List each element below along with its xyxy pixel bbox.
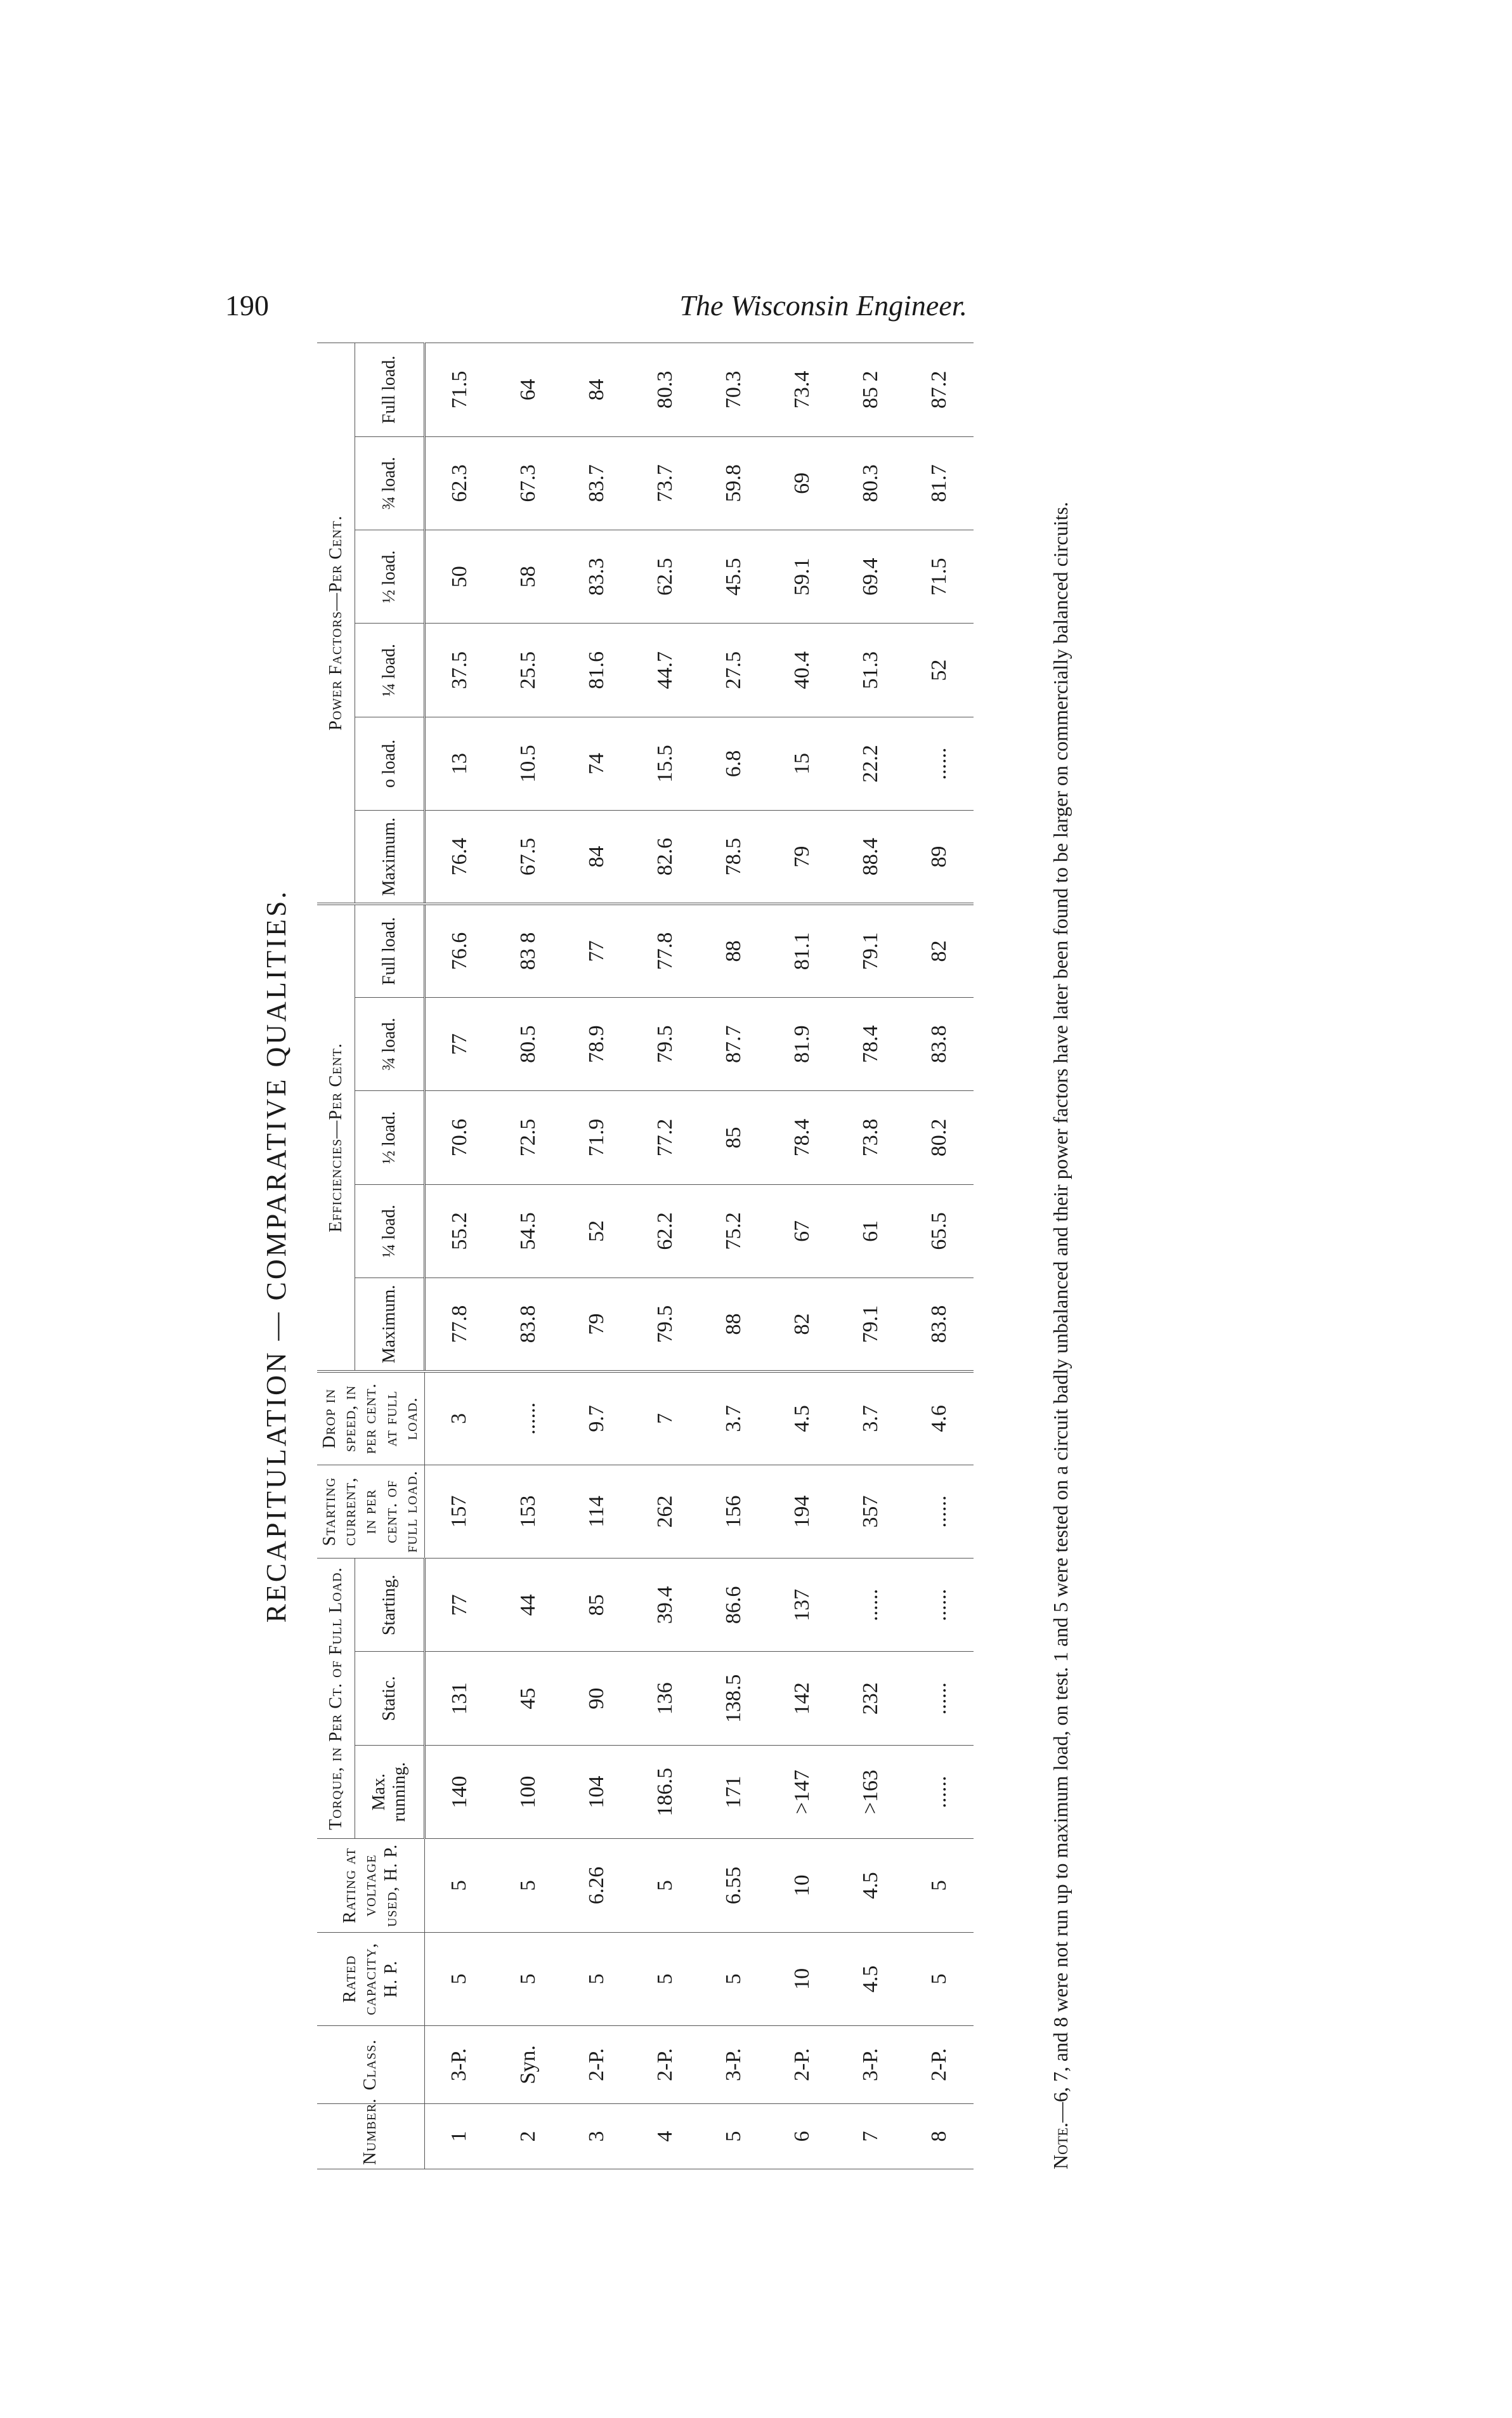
- cell-start-current: 114: [563, 1465, 631, 1558]
- cell-pf-f: 73.4: [768, 343, 837, 437]
- table-row: [494, 343, 563, 2169]
- cell-rated: 10: [768, 1932, 837, 2025]
- cell-eff-tq: 81.9: [768, 997, 837, 1090]
- cell-starting: 44: [494, 1559, 563, 1652]
- cell-eff-max: 83.8: [905, 1278, 974, 1371]
- table-row: [905, 343, 974, 2169]
- cell-pf-q: 27.5: [700, 624, 768, 717]
- cell-static: 138.5: [700, 1652, 768, 1745]
- cell-pf-tq: 73.7: [631, 436, 700, 530]
- header-torque-static: Static.: [355, 1652, 425, 1745]
- cell-pf-f: 84: [563, 343, 631, 437]
- cell-rated: 5: [424, 1932, 494, 2025]
- cell-start-current: 157: [424, 1465, 494, 1558]
- recapitulation-table: [317, 343, 974, 2169]
- cell-pf-0: 15: [768, 717, 837, 810]
- cell-static: 136: [631, 1652, 700, 1745]
- header-eff-quarter: ¼ load.: [355, 1184, 425, 1278]
- cell-pf-h: 58: [494, 530, 563, 624]
- cell-rating: 5: [494, 1839, 563, 1932]
- cell-eff-f: 76.6: [424, 904, 494, 997]
- cell-rated: 4.5: [837, 1932, 905, 2025]
- cell-eff-f: 82: [905, 904, 974, 997]
- cell-static: 90: [563, 1652, 631, 1745]
- cell-eff-max: 79.1: [837, 1278, 905, 1371]
- cell-eff-h: 71.9: [563, 1091, 631, 1184]
- cell-rated: 5: [494, 1932, 563, 2025]
- header-torque-group: Torque, in Per Ct. of Full Load.: [317, 1559, 355, 1839]
- cell-max-running: 186.5: [631, 1745, 700, 1838]
- cell-drop: 3: [424, 1371, 494, 1465]
- running-title: The Wisconsin Engineer.: [679, 289, 967, 322]
- cell-pf-max: 67.5: [494, 811, 563, 904]
- cell-eff-h: 78.4: [768, 1091, 837, 1184]
- cell-pf-max: 84: [563, 811, 631, 904]
- cell-pf-0: ......: [905, 717, 974, 810]
- cell-max-running: 140: [424, 1745, 494, 1838]
- header-drop-in-speed: Drop in speed, in per cent. at full load.: [317, 1371, 424, 1465]
- cell-number: 3: [563, 2104, 631, 2169]
- cell-pf-max: 78.5: [700, 811, 768, 904]
- cell-drop: ......: [494, 1371, 563, 1465]
- cell-eff-max: 83.8: [494, 1278, 563, 1371]
- cell-max-running: >163: [837, 1745, 905, 1838]
- cell-eff-max: 79: [563, 1278, 631, 1371]
- cell-pf-q: 51.3: [837, 624, 905, 717]
- cell-class: 2-P.: [768, 2026, 837, 2104]
- header-torque-max-running: Max. running.: [355, 1745, 425, 1838]
- cell-start-current: 156: [700, 1465, 768, 1558]
- cell-eff-tq: 80.5: [494, 997, 563, 1090]
- cell-start-current: 153: [494, 1465, 563, 1558]
- cell-starting: 39.4: [631, 1559, 700, 1652]
- header-torque-starting: Starting.: [355, 1559, 425, 1652]
- cell-rated: 5: [700, 1932, 768, 2025]
- cell-drop: 3.7: [837, 1371, 905, 1465]
- header-eff-maximum: Maximum.: [355, 1278, 425, 1371]
- table-row: [768, 343, 837, 2169]
- cell-rating: 5: [631, 1839, 700, 1932]
- note-text: —6, 7, and 8 were not run up to maximum load, on test. 1 and 5 were tested on a circuit badly unbalanced and their power factors have later been found to be larger on commercially balanced circuits.: [1049, 502, 1072, 2123]
- cell-number: 6: [768, 2104, 837, 2169]
- header-pf-full: Full load.: [355, 343, 425, 437]
- cell-class: 2-P.: [631, 2026, 700, 2104]
- cell-pf-max: 76.4: [424, 811, 494, 904]
- cell-rated: 5: [631, 1932, 700, 2025]
- cell-pf-tq: 83.7: [563, 436, 631, 530]
- cell-static: 131: [424, 1652, 494, 1745]
- cell-static: 45: [494, 1652, 563, 1745]
- note-lead: Note.: [1049, 2122, 1072, 2169]
- cell-pf-tq: 59.8: [700, 436, 768, 530]
- cell-pf-h: 69.4: [837, 530, 905, 624]
- cell-starting: ......: [905, 1559, 974, 1652]
- cell-pf-q: 52: [905, 624, 974, 717]
- cell-eff-tq: 87.7: [700, 997, 768, 1090]
- cell-pf-q: 40.4: [768, 624, 837, 717]
- table-body: [424, 343, 974, 2169]
- cell-pf-q: 44.7: [631, 624, 700, 717]
- cell-starting: 137: [768, 1559, 837, 1652]
- cell-eff-h: 72.5: [494, 1091, 563, 1184]
- cell-pf-max: 82.6: [631, 811, 700, 904]
- table-row: [424, 343, 494, 2169]
- header-pf-maximum: Maximum.: [355, 811, 425, 904]
- cell-pf-tq: 81.7: [905, 436, 974, 530]
- cell-rating: 4.5: [837, 1839, 905, 1932]
- table-note: [1046, 343, 1075, 2169]
- cell-eff-max: 77.8: [424, 1278, 494, 1371]
- cell-eff-f: 81.1: [768, 904, 837, 997]
- cell-drop: 9.7: [563, 1371, 631, 1465]
- cell-pf-tq: 67.3: [494, 436, 563, 530]
- cell-number: 5: [700, 2104, 768, 2169]
- cell-eff-tq: 83.8: [905, 997, 974, 1090]
- cell-eff-q: 54.5: [494, 1184, 563, 1278]
- cell-eff-max: 88: [700, 1278, 768, 1371]
- page-header: [225, 289, 967, 327]
- cell-pf-f: 85 2: [837, 343, 905, 437]
- table-row: [631, 343, 700, 2169]
- header-eff-full: Full load.: [355, 904, 425, 997]
- header-class: Class.: [317, 2026, 424, 2104]
- cell-class: 2-P.: [563, 2026, 631, 2104]
- cell-eff-q: 55.2: [424, 1184, 494, 1278]
- cell-class: 3-P.: [424, 2026, 494, 2104]
- cell-pf-tq: 62.3: [424, 436, 494, 530]
- cell-pf-tq: 80.3: [837, 436, 905, 530]
- header-starting-current: Starting current, in per cent. of full load.: [317, 1465, 424, 1558]
- cell-rating: 10: [768, 1839, 837, 1932]
- cell-eff-h: 85: [700, 1091, 768, 1184]
- header-number: Number.: [317, 2104, 424, 2169]
- header-pf-three-quarter: ¾ load.: [355, 436, 425, 530]
- cell-max-running: 104: [563, 1745, 631, 1838]
- header-eff-three-quarter: ¾ load.: [355, 997, 425, 1090]
- cell-eff-tq: 79.5: [631, 997, 700, 1090]
- cell-static: 232: [837, 1652, 905, 1745]
- cell-pf-f: 64: [494, 343, 563, 437]
- header-rating-at-voltage: Rating at voltage used, H. P.: [317, 1839, 424, 1932]
- cell-eff-tq: 78.4: [837, 997, 905, 1090]
- cell-start-current: 357: [837, 1465, 905, 1558]
- cell-pf-h: 83.3: [563, 530, 631, 624]
- cell-number: 2: [494, 2104, 563, 2169]
- cell-pf-h: 59.1: [768, 530, 837, 624]
- cell-pf-max: 89: [905, 811, 974, 904]
- cell-eff-tq: 77: [424, 997, 494, 1090]
- cell-eff-f: 88: [700, 904, 768, 997]
- cell-drop: 3.7: [700, 1371, 768, 1465]
- cell-pf-0: 22.2: [837, 717, 905, 810]
- cell-eff-q: 65.5: [905, 1184, 974, 1278]
- cell-rating: 6.26: [563, 1839, 631, 1932]
- cell-starting: 77: [424, 1559, 494, 1652]
- cell-start-current: 262: [631, 1465, 700, 1558]
- table-title: RECAPITULATION — COMPARATIVE QUALITIES.: [261, 889, 292, 1623]
- cell-starting: ......: [837, 1559, 905, 1652]
- cell-pf-h: 45.5: [700, 530, 768, 624]
- cell-pf-f: 80.3: [631, 343, 700, 437]
- cell-number: 7: [837, 2104, 905, 2169]
- cell-eff-q: 75.2: [700, 1184, 768, 1278]
- cell-eff-q: 61: [837, 1184, 905, 1278]
- cell-pf-h: 71.5: [905, 530, 974, 624]
- cell-eff-h: 70.6: [424, 1091, 494, 1184]
- cell-starting: 86.6: [700, 1559, 768, 1652]
- cell-rated: 5: [905, 1932, 974, 2025]
- cell-pf-max: 88.4: [837, 811, 905, 904]
- cell-eff-max: 79.5: [631, 1278, 700, 1371]
- table-row: [700, 343, 768, 2169]
- cell-pf-q: 25.5: [494, 624, 563, 717]
- cell-number: 8: [905, 2104, 974, 2169]
- header-pf-zero: o load.: [355, 717, 425, 810]
- cell-pf-f: 71.5: [424, 343, 494, 437]
- cell-rating: 5: [424, 1839, 494, 1932]
- cell-max-running: 171: [700, 1745, 768, 1838]
- cell-eff-q: 62.2: [631, 1184, 700, 1278]
- cell-eff-q: 52: [563, 1184, 631, 1278]
- table-row: [563, 343, 631, 2169]
- cell-drop: 7: [631, 1371, 700, 1465]
- header-pf-half: ½ load.: [355, 530, 425, 624]
- cell-max-running: 100: [494, 1745, 563, 1838]
- cell-eff-h: 77.2: [631, 1091, 700, 1184]
- page-number: 190: [225, 289, 269, 322]
- cell-starting: 85: [563, 1559, 631, 1652]
- cell-class: 2-P.: [905, 2026, 974, 2104]
- header-efficiencies-group: Efficiencies—Per Cent.: [317, 904, 355, 1371]
- cell-rating: 6.55: [700, 1839, 768, 1932]
- cell-class: 3-P.: [837, 2026, 905, 2104]
- cell-drop: 4.5: [768, 1371, 837, 1465]
- cell-pf-f: 70.3: [700, 343, 768, 437]
- rotated-table-block: [260, 343, 1161, 2169]
- cell-start-current: 194: [768, 1465, 837, 1558]
- cell-max-running: >147: [768, 1745, 837, 1838]
- cell-rating: 5: [905, 1839, 974, 1932]
- cell-rated: 5: [563, 1932, 631, 2025]
- table-row: [837, 343, 905, 2169]
- cell-pf-0: 6.8: [700, 717, 768, 810]
- cell-class: Syn.: [494, 2026, 563, 2104]
- header-eff-half: ½ load.: [355, 1091, 425, 1184]
- cell-max-running: ......: [905, 1745, 974, 1838]
- cell-pf-0: 74: [563, 717, 631, 810]
- cell-pf-max: 79: [768, 811, 837, 904]
- cell-number: 1: [424, 2104, 494, 2169]
- cell-eff-q: 67: [768, 1184, 837, 1278]
- cell-eff-f: 83 8: [494, 904, 563, 997]
- cell-pf-tq: 69: [768, 436, 837, 530]
- cell-number: 4: [631, 2104, 700, 2169]
- cell-pf-0: 13: [424, 717, 494, 810]
- cell-eff-h: 73.8: [837, 1091, 905, 1184]
- cell-eff-tq: 78.9: [563, 997, 631, 1090]
- cell-static: ......: [905, 1652, 974, 1745]
- header-rated-capacity: Rated capacity, H. P.: [317, 1932, 424, 2025]
- cell-drop: 4.6: [905, 1371, 974, 1465]
- cell-static: 142: [768, 1652, 837, 1745]
- cell-pf-q: 81.6: [563, 624, 631, 717]
- cell-start-current: ......: [905, 1465, 974, 1558]
- cell-eff-h: 80.2: [905, 1091, 974, 1184]
- header-power-factors-group: Power Factors—Per Cent.: [317, 343, 355, 905]
- cell-pf-q: 37.5: [424, 624, 494, 717]
- cell-pf-h: 62.5: [631, 530, 700, 624]
- cell-pf-0: 10.5: [494, 717, 563, 810]
- cell-pf-f: 87.2: [905, 343, 974, 437]
- cell-pf-0: 15.5: [631, 717, 700, 810]
- cell-eff-f: 79.1: [837, 904, 905, 997]
- cell-class: 3-P.: [700, 2026, 768, 2104]
- cell-pf-h: 50: [424, 530, 494, 624]
- cell-eff-max: 82: [768, 1278, 837, 1371]
- cell-eff-f: 77.8: [631, 904, 700, 997]
- header-pf-quarter: ¼ load.: [355, 624, 425, 717]
- cell-eff-f: 77: [563, 904, 631, 997]
